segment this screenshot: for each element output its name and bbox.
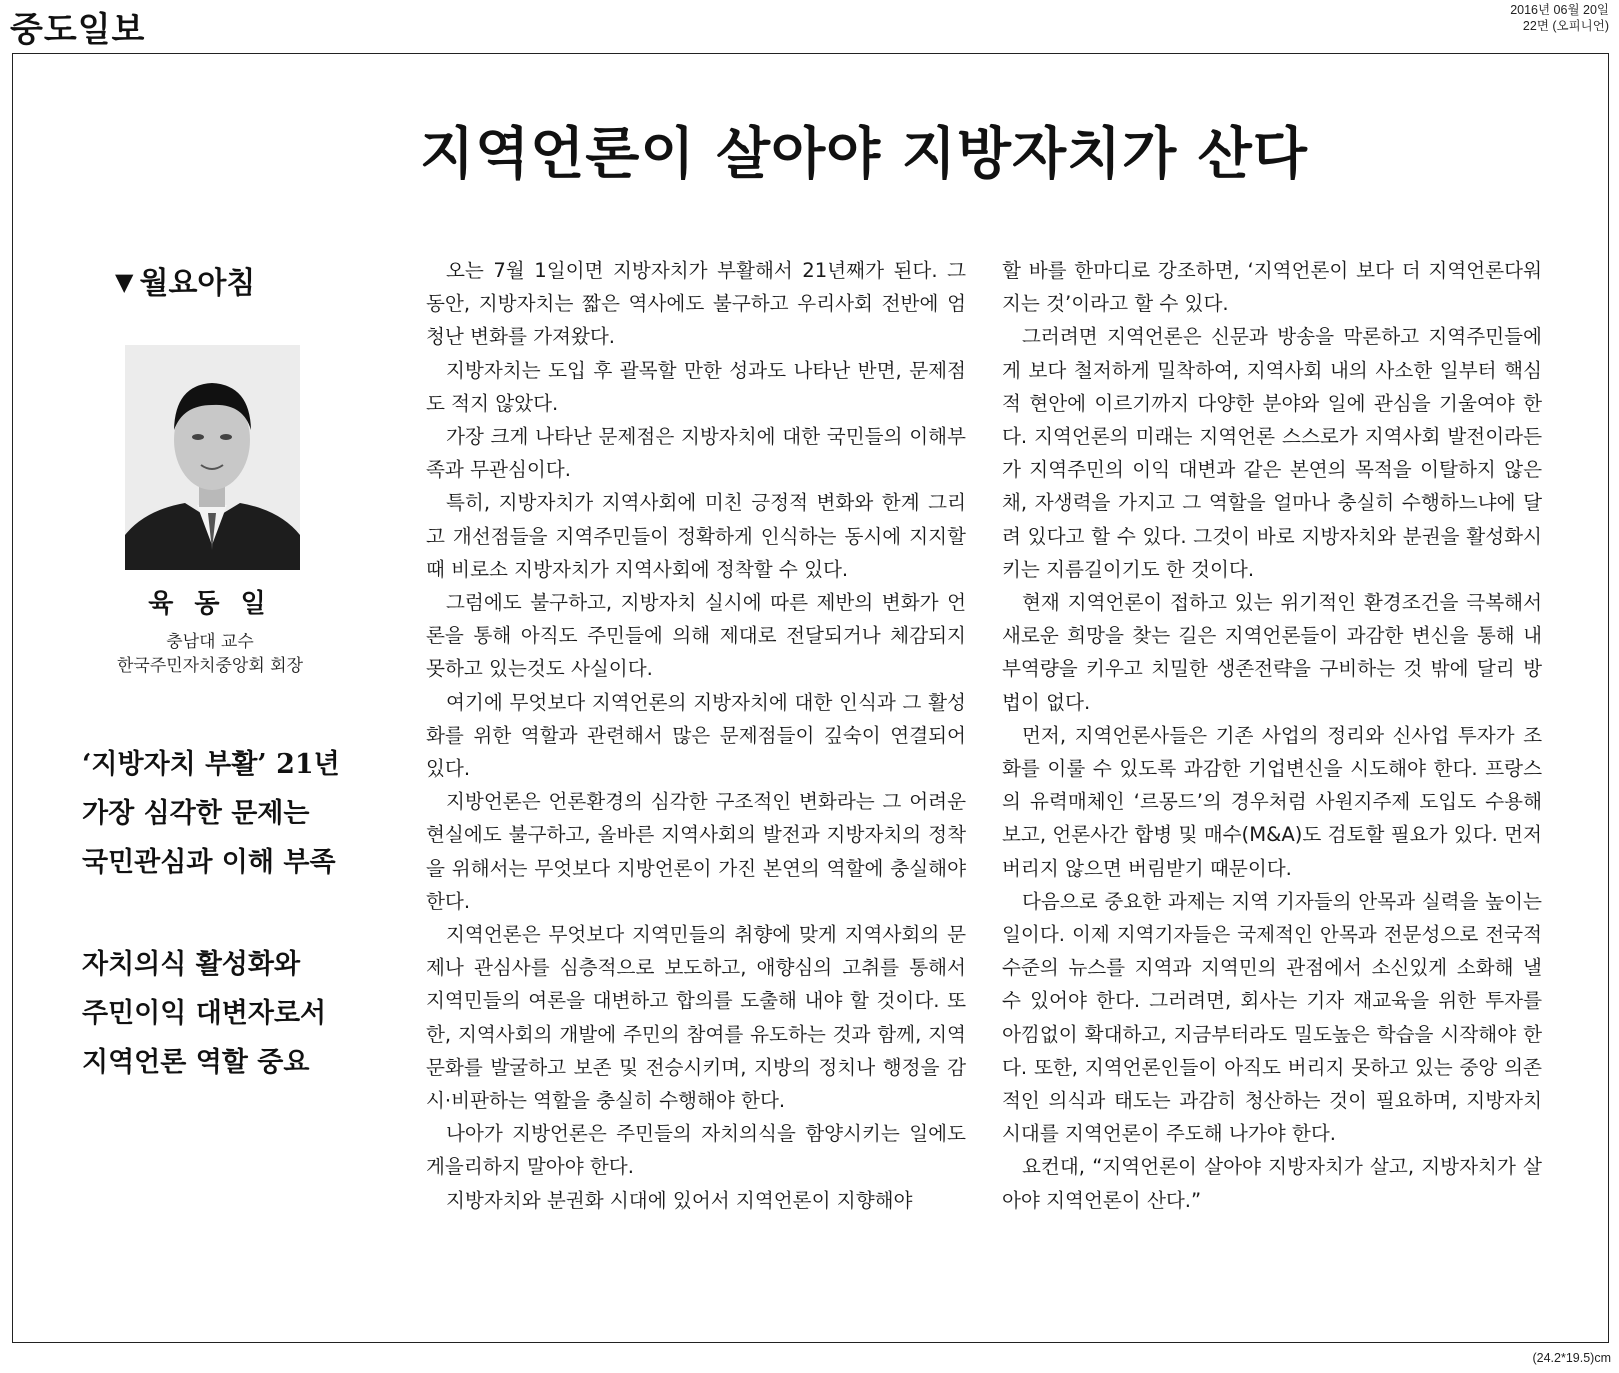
column-name: 월요아침 (139, 266, 256, 301)
page-info: 22면 (오피니언) (1522, 19, 1609, 33)
article-paragraph: 지역언론은 무엇보다 지역민들의 취향에 맞게 지역사회의 문제나 관심사를 심층적으로 보도하고, 애향심의 고취를 통해서 지역민들의 여론을 대변하고 합의를 도출해 내야 할 것이다. 또한, 지역사회의 개발에 주민의 참여를 유도하는 것과 함께, 지역문화를 발굴하고 보존 및 전승시키며, 지방의 정치나 행정을 감시·비판하는 역할을 충실히 수행해야 한다. (426, 923, 966, 1113)
article-headline: 지역언론이 살아야 지방자치가 산다 (420, 121, 1308, 187)
article-paragraph: 그러려면 지역언론은 신문과 방송을 막론하고 지역주민들에게 보다 철저하게 밀착하여, 지역사회 내의 사소한 일부터 핵심적 현안에 이르기까지 다양한 분야와 일에 관심을 기울여야 한다. 지역언론의 미래는 지역언론 스스로가 지역사회 발전이라든가 지역주민의 이익 대변과 같은 본연의 목적을 이탈하지 않은 채, 자생력을 가지고 그 역할을 얼마나 충실히 수행하느냐에 달려 있다고 할 수 있다. 그것이 바로 지방자치와 분권을 활성화시키는 지름길이기도 한 것이다. (1002, 325, 1542, 581)
pull-quote-line: 가장 심각한 문제는 (82, 798, 310, 829)
article-paragraph: 먼저, 지역언론사들은 기존 사업의 정리와 신사업 투자가 조화를 이룰 수 있도록 과감한 기업변신을 시도해야 한다. 프랑스의 유력매체인 ‘르몽드’의 경우처럼 사원지주제 도입도 수용해 보고, 언론사간 합병 및 매수(M&A)도 검토할 필요가 있다. 먼저 버리지 않으면 버림받기 때문이다. (1002, 723, 1542, 880)
pull-quote-line: 지역언론 역할 중요 (82, 1047, 310, 1078)
article-paragraph: 할 바를 한마디로 강조하면, ‘지역언론이 보다 더 지역언론다워지는 것’이라고 할 수 있다. (1002, 259, 1542, 316)
publication-meta (1510, 2, 1609, 34)
article-paragraph: 현재 지역언론이 접하고 있는 위기적인 환경조건을 극복해서 새로운 희망을 찾는 길은 지역언론들이 과감한 변신을 통해 내부역량을 키우고 치밀한 생존전략을 구비하는 것 밖에 달리 방법이 없다. (1002, 591, 1542, 714)
article-dimensions: (24.2*19.5)cm (1532, 1351, 1611, 1365)
article-body-column-2 (1002, 254, 1542, 1217)
article-paragraph: 특히, 지방자치가 지역사회에 미친 긍정적 변화와 한계 그리고 개선점들을 지역주민들이 정확하게 인식하는 동시에 지지할 때 비로소 지방자치가 지역사회에 정착할 수 있다. (426, 491, 966, 581)
pull-quote-line: ‘지방자치 부활’ 21년 (82, 749, 340, 780)
article-paragraph: 나아가 지방언론은 주민들의 자치의식을 함양시키는 일에도 게을리하지 말아야 한다. (426, 1122, 966, 1179)
author-name: 육 동 일 (148, 589, 272, 619)
article-paragraph: 여기에 무엇보다 지역언론의 지방자치에 대한 인식과 그 활성화를 위한 역할과 관련해서 많은 문제점들이 깊숙이 연결되어 있다. (426, 690, 966, 781)
article-paragraph: 지방자치는 도입 후 괄목할 만한 성과도 나타난 반면, 문제점도 적지 않았다. (426, 358, 966, 415)
article-paragraph: 오는 7월 1일이면 지방자치가 부활해서 21년째가 된다. 그 동안, 지방자치는 짧은 역사에도 불구하고 우리사회 전반에 엄청난 변화를 가져왔다. (426, 259, 966, 349)
newspaper-masthead: 중도일보 (10, 10, 146, 50)
article-paragraph: 가장 크게 나타난 문제점은 지방자치에 대한 국민들의 이해부족과 무관심이다. (426, 425, 966, 482)
author-portrait-icon (125, 345, 300, 570)
article-paragraph: 그럼에도 불구하고, 지방자치 실시에 따른 제반의 변화가 언론을 통해 아직도 주민들에 의해 제대로 전달되거나 체감되지 못하고 있는것도 사실이다. (426, 591, 966, 681)
article-body-column-1 (426, 254, 966, 1217)
pull-quote (82, 940, 372, 1087)
article-paragraph: 다음으로 중요한 과제는 지역 기자들의 안목과 실력을 높이는 일이다. 이제 지역기자들은 국제적인 안목과 전문성으로 전국적 수준의 뉴스를 지역과 지역민의 관점에서 소신있게 소화해 낼 수 있어야 한다. 그러려면, 회사는 기자 재교육을 위한 투자를 아낌없이 확대하고, 지금부터라도 밀도높은 학습을 시작해야 한다. 또한, 지역언론인들이 아직도 버리지 못하고 있는 중앙 의존적인 의식과 태도는 과감히 청산하는 것이 필요하며, 지방자치시대를 지역언론이 주도해 나가야 한다. (1002, 889, 1542, 1146)
author-affiliation (70, 630, 350, 678)
article-paragraph: 지방자치와 분권화 시대에 있어서 지역언론이 지향해야 (446, 1188, 913, 1212)
article-paragraph: 요컨대, “지역언론이 살아야 지방자치가 살고, 지방자치가 살아야 지역언론이 산다.” (1002, 1155, 1542, 1212)
pull-quote (82, 740, 372, 887)
author-title-line: 충남대 교수 (166, 632, 254, 652)
publication-date: 2016년 06월 20일 (1510, 3, 1609, 17)
author-title-line: 한국주민자치중앙회 회장 (116, 656, 304, 676)
pull-quote-line: 자치의식 활성화와 (82, 949, 301, 980)
column-label (115, 258, 255, 302)
article-paragraph: 지방언론은 언론환경의 심각한 구조적인 변화라는 그 어려운 현실에도 불구하고, 올바른 지역사회의 발전과 지방자치의 정착을 위해서는 무엇보다 지방언론이 가진 본연의 역할에 충실해야 한다. (426, 790, 966, 913)
author-photo (125, 345, 300, 570)
pull-quote-line: 주민이익 대변자로서 (82, 998, 327, 1029)
pull-quote-line: 국민관심과 이해 부족 (82, 847, 336, 878)
triangle-marker-icon: ▼ (115, 268, 134, 296)
